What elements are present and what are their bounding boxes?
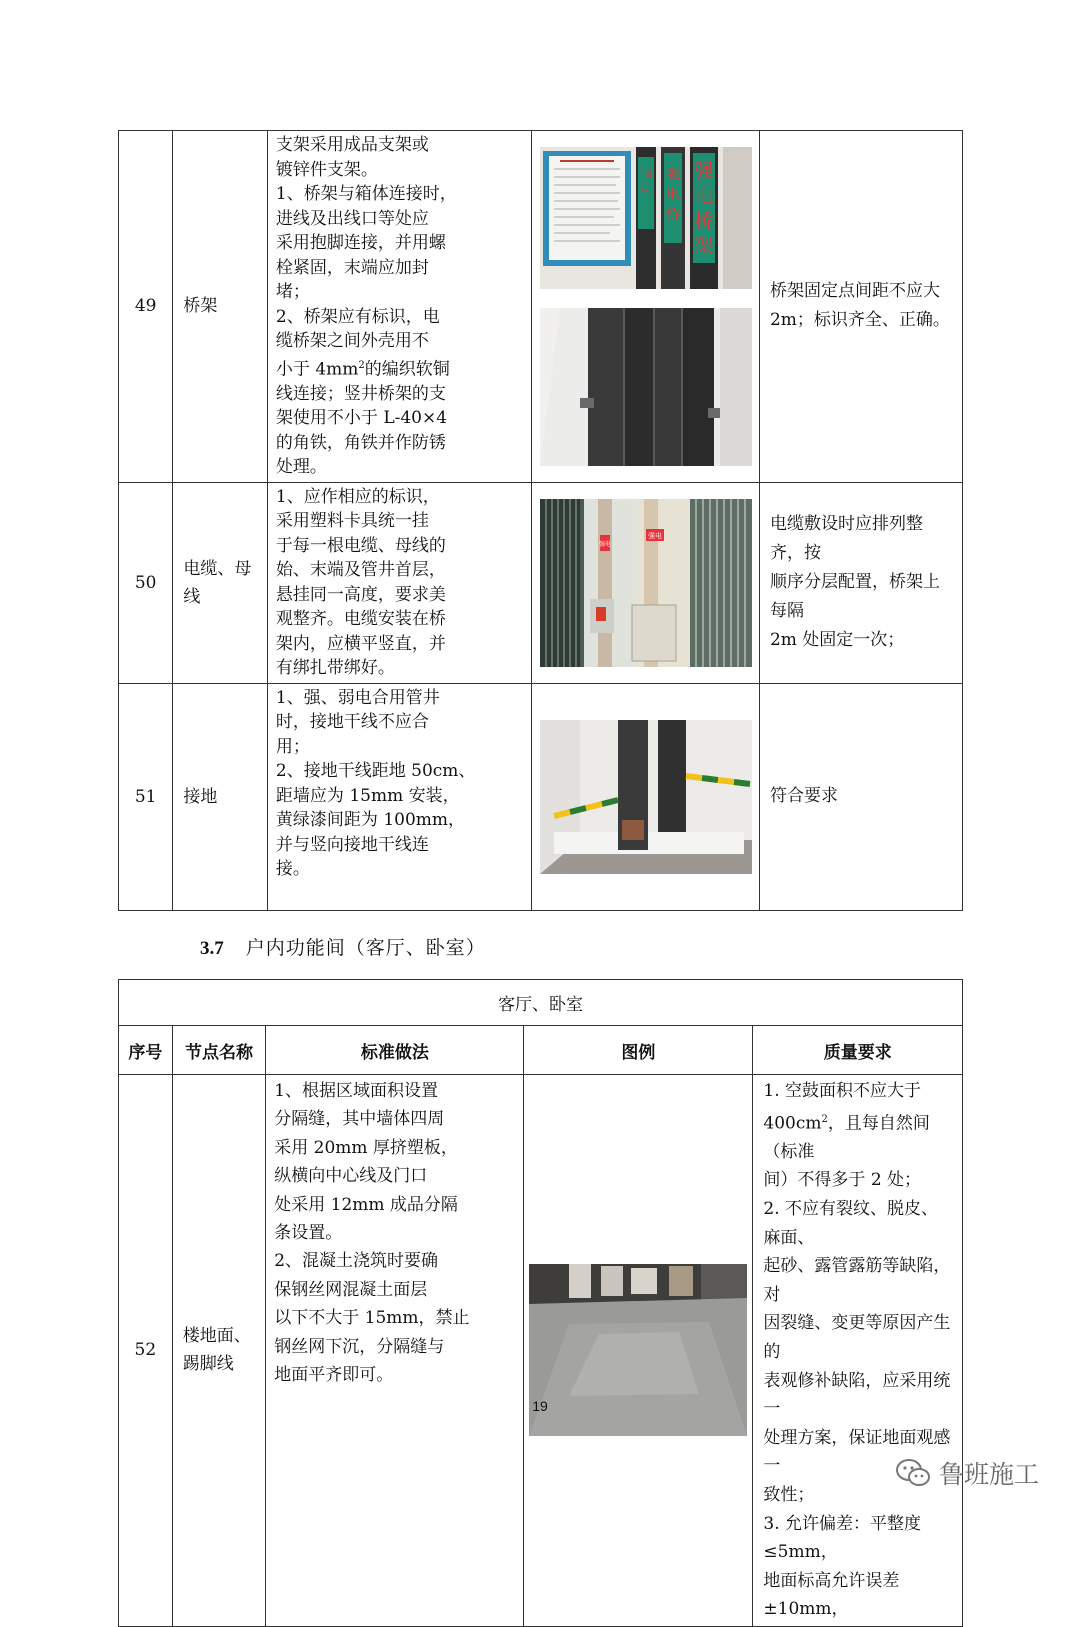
watermark <box>895 1455 1039 1491</box>
illustration-cell <box>532 482 760 683</box>
column-header: 节点名称 <box>172 1026 266 1075</box>
illustration-cell <box>524 1075 753 1627</box>
node-name <box>173 482 268 683</box>
node-name <box>172 1075 266 1627</box>
sign-text: 强电 <box>647 531 662 540</box>
text-line: 2、接地干线距地 50cm、 <box>275 761 476 782</box>
text-fragment: ，且每自然间（标准 <box>763 1113 930 1162</box>
grounding-conductor-photo <box>540 720 752 874</box>
text-line: 始、末端及管井首层， <box>275 560 446 581</box>
text-line: 表观修补缺陷，应采用统一 <box>763 1370 951 1420</box>
living-room-bedroom-table <box>118 979 963 1627</box>
illustration-cell <box>532 131 760 483</box>
sign-text: 电 <box>639 181 652 196</box>
text-line: 2m；标识齐全、正确。 <box>769 310 950 331</box>
text-line: 因裂缝、变更等原因产生的 <box>763 1313 951 1362</box>
text-line: 1、根据区域面积设置 <box>274 1081 439 1101</box>
sign-text: 强电 <box>598 540 611 548</box>
node-name: 接地 <box>173 683 268 910</box>
superscript: 2 <box>358 359 365 371</box>
text-line: 地面平齐即可。 <box>274 1365 394 1386</box>
table-row <box>119 1075 963 1627</box>
sign-text: 强 <box>693 159 714 182</box>
sign-text: 强 <box>639 165 652 180</box>
text-line: 3. 允许偏差：平整度≤5mm， <box>763 1513 922 1563</box>
cable-tray-vertical-photo <box>540 308 752 466</box>
standard-practice <box>266 1075 524 1627</box>
text-line: 用； <box>275 736 310 757</box>
superscript: 2 <box>821 1113 828 1125</box>
text-line: 架内，应横平竖直，并 <box>275 633 446 654</box>
text-line: 间）不得多于 2 处； <box>763 1170 922 1191</box>
text-line: 处理。 <box>275 457 327 478</box>
text-fragment: 小于 4mm <box>275 359 359 380</box>
text-line: 处理方案，保证地面观感一 <box>763 1427 951 1477</box>
table-row <box>119 482 963 683</box>
column-header: 质量要求 <box>753 1026 963 1075</box>
text-line: 钢丝网下沉，分隔缝与 <box>274 1336 445 1357</box>
text-line: 2. 不应有裂纹、脱皮、麻面、 <box>763 1199 939 1248</box>
construction-standards-table <box>118 130 963 911</box>
text-line: 支架采用成品支架或 <box>275 135 429 155</box>
text-line: 电缆、母 <box>183 558 252 579</box>
text-line: 线 <box>183 586 201 607</box>
text-fragment: 的编织软铜 <box>364 359 450 380</box>
text-line: 距墙应为 15mm 安装， <box>275 785 460 806</box>
text-line: 架使用不小于 L-40×4 <box>275 408 448 429</box>
cable-busbar-shaft-photo <box>540 499 752 667</box>
text-line: 线连接；竖井桥架的支 <box>275 383 446 404</box>
text-line: 桥架固定点间距不应大 <box>769 281 940 302</box>
row-number: 52 <box>119 1075 173 1627</box>
watermark-text: 鲁班施工 <box>939 1460 1040 1489</box>
quality-requirement <box>759 131 962 483</box>
text-line: 保钢丝网混凝土面层 <box>274 1279 428 1300</box>
text-line <box>276 354 523 382</box>
text-line: 并与竖向接地干线连 <box>275 834 429 855</box>
text-line <box>763 1106 954 1167</box>
text-fragment: 400cm <box>763 1113 822 1134</box>
text-line: 接。 <box>275 859 310 880</box>
table-header-row <box>119 1026 963 1075</box>
quality-requirement <box>759 683 962 910</box>
text-line: 顺序分层配置，桥架上每隔 <box>769 572 940 622</box>
row-number: 51 <box>119 683 173 910</box>
row-number: 50 <box>119 482 173 683</box>
sign-text: 桥 <box>665 206 680 223</box>
text-line: 2m 处固定一次； <box>769 630 905 651</box>
text-line: 时，接地干线不应合 <box>275 712 429 733</box>
column-header: 标准做法 <box>266 1026 524 1075</box>
column-header: 序号 <box>119 1026 173 1075</box>
text-line: 进线及出线口等处应 <box>275 208 429 229</box>
quality-requirement <box>753 1075 963 1627</box>
sign-text: 电 <box>665 186 680 203</box>
text-line: 以下不大于 15mm，禁止 <box>274 1308 470 1329</box>
table-row <box>119 683 963 910</box>
text-line: 有绑扎带绑好。 <box>275 658 395 679</box>
text-line: 镀锌件支架。 <box>275 159 378 180</box>
column-header: 图例 <box>524 1026 753 1075</box>
text-line: 1、桥架与箱体连接时， <box>275 184 457 204</box>
text-line: 1、应作相应的标识， <box>275 486 440 507</box>
sign-text: 电 <box>693 184 714 207</box>
text-line: 2、桥架应有标识，电 <box>275 306 440 327</box>
standard-practice <box>267 131 531 483</box>
text-line: 电缆敷设时应排列整齐，按 <box>769 514 923 564</box>
text-line: 2、混凝土浇筑时要确 <box>274 1251 439 1272</box>
text-line: 采用 20mm 厚挤塑板， <box>274 1137 458 1158</box>
text-line: 采用塑料卡具统一挂 <box>275 511 429 532</box>
text-line: 1. 空鼓面积不应大于 <box>763 1081 922 1101</box>
text-line: 采用抱脚连接，并用螺 <box>275 233 446 253</box>
text-line: 致性； <box>763 1484 815 1505</box>
standard-practice <box>267 683 531 910</box>
text-line: 观整齐。电缆安装在桥 <box>275 609 446 630</box>
text-line: 的角铁，角铁并作防锈 <box>275 432 446 453</box>
text-line: 处采用 12mm 成品分隔 <box>274 1194 458 1215</box>
text-line: 纵横向中心线及门口 <box>274 1166 428 1187</box>
section-heading <box>200 933 486 960</box>
standard-practice <box>267 482 531 683</box>
text-line: 缆桥架之间外壳用不 <box>275 331 429 351</box>
text-line: 楼地面、 <box>182 1326 251 1347</box>
node-name: 桥架 <box>173 131 268 483</box>
text-line: 堵； <box>275 282 310 302</box>
wechat-icon <box>895 1458 931 1488</box>
sign-text: 强 <box>665 166 680 183</box>
text-line: 符合要求 <box>769 786 838 807</box>
text-line: 起砂、露管露筋等缺陷，对 <box>763 1256 951 1305</box>
page-number: 19 <box>532 1398 548 1414</box>
row-number: 49 <box>119 131 173 483</box>
text-line: 栓紧固，末端应加封 <box>275 257 429 278</box>
text-line: 悬挂同一高度，要求美 <box>275 584 446 605</box>
text-line: 条设置。 <box>274 1223 343 1244</box>
sign-text: 架 <box>693 234 714 257</box>
illustration-cell <box>532 683 760 910</box>
table-caption-row <box>119 980 963 1026</box>
text-line: 1、强、弱电合用管井 <box>275 687 440 708</box>
table-row <box>119 131 963 483</box>
text-line: 于每一根电缆、母线的 <box>275 535 446 556</box>
sign-text: 桥 <box>693 209 714 232</box>
text-line: 黄绿漆间距为 100mm， <box>275 810 466 831</box>
table-caption: 客厅、卧室 <box>119 980 963 1026</box>
text-line: 分隔缝，其中墙体四周 <box>274 1109 445 1130</box>
text-line: 踢脚线 <box>182 1354 234 1375</box>
quality-requirement <box>759 482 962 683</box>
text-line: 地面标高允许误差±10mm， <box>763 1570 900 1620</box>
section-number: 3.7 <box>200 938 224 959</box>
section-title: 户内功能间（客厅、卧室） <box>245 937 486 959</box>
cable-tray-signage-photo <box>540 147 752 289</box>
